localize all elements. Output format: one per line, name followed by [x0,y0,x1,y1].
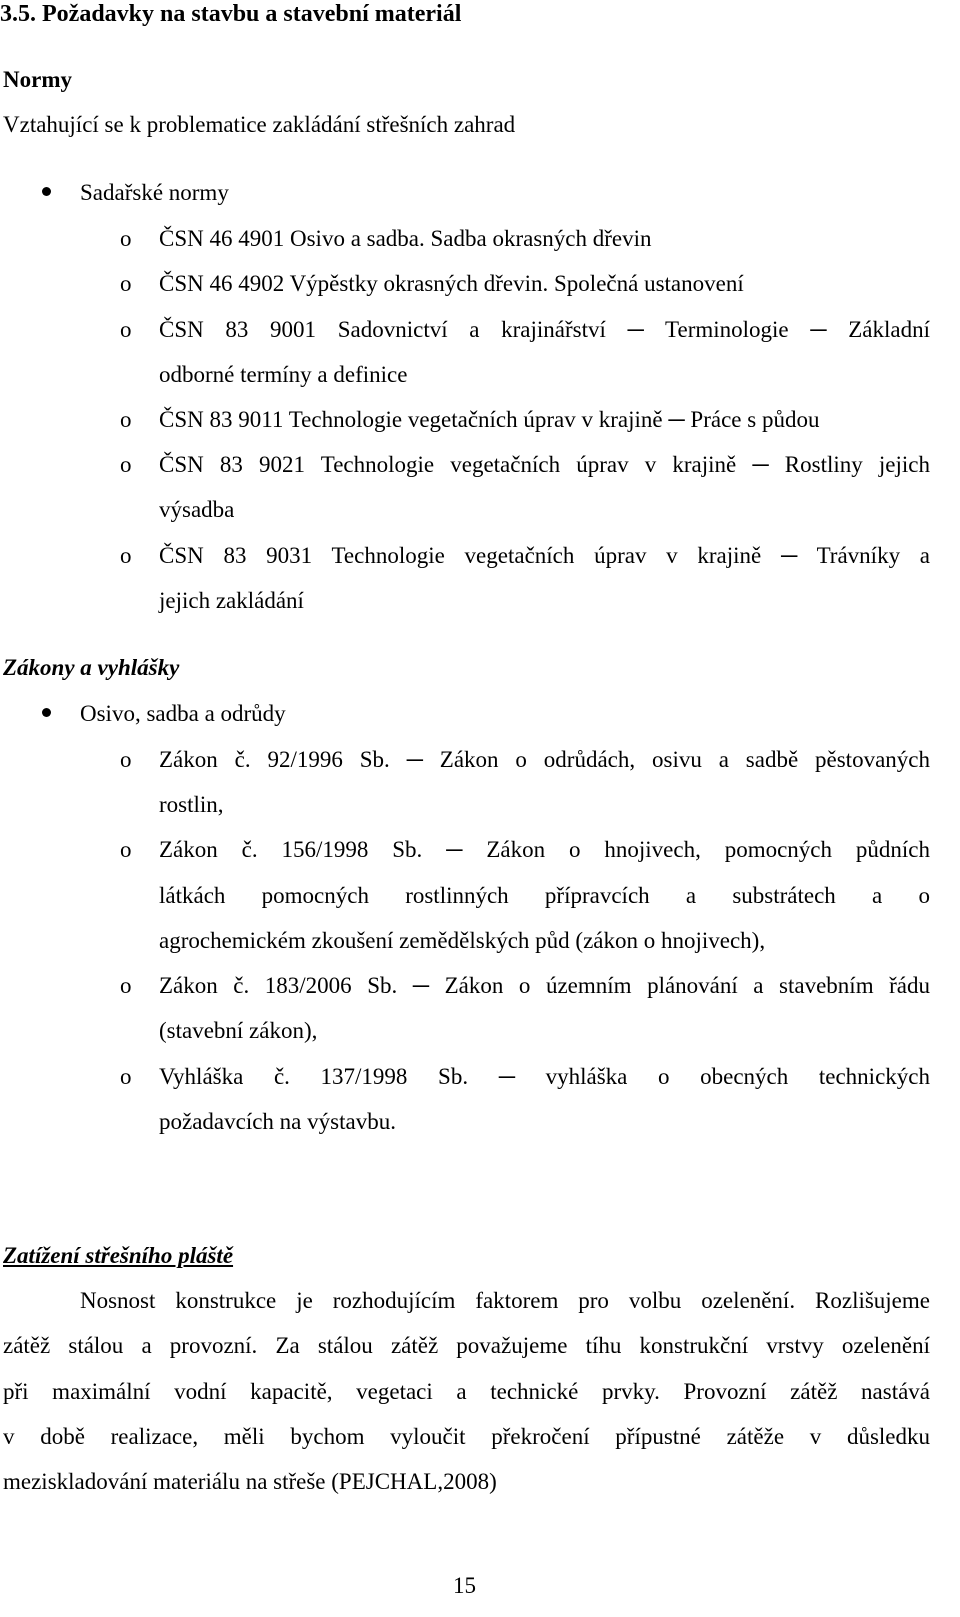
list-item-continuation: požadavcích na výstavbu. [159,1109,396,1134]
sub-bullet-icon: o [120,317,132,342]
list-item: ČSN 83 9031 Technologie vegetačních úprav v krajině ─ Trávníky a [159,543,930,568]
list-item: ČSN 46 4901 Osivo a sadba. Sadba okrasných dřevin [159,226,652,251]
list-item: Zákon č. 156/1998 Sb. ─ Zákon o hnojivech, pomocných půdních [159,837,930,862]
list-item: Zákon č. 183/2006 Sb. ─ Zákon o územním plánování a stavebním řádu [159,973,930,998]
zatizeni-heading: Zatížení střešního pláště [3,1243,234,1268]
zakony-bullet: Osivo, sadba a odrůdy [80,701,286,726]
page-number: 15 [453,1573,476,1598]
paragraph-line: zátěž stálou a provozní. Za stálou zátěž považujeme tíhu konstrukční vrstvy ozelenění [3,1333,930,1358]
paragraph-line: Nosnost konstrukce je rozhodujícím faktorem pro volbu ozelenění. Rozlišujeme [80,1288,930,1313]
normy-intro: Vztahující se k problematice zakládání střešních zahrad [3,112,516,137]
sub-bullet-icon: o [120,226,132,251]
list-item-continuation: jejich zakládání [159,588,304,613]
sub-bullet-icon: o [120,973,132,998]
list-item: ČSN 83 9011 Technologie vegetačních úprav v krajině ─ Práce s půdou [159,407,820,432]
list-item-continuation: látkách pomocných rostlinných přípravcích a substrátech a o [159,883,930,908]
sub-bullet-icon: o [120,747,132,772]
list-item: Zákon č. 92/1996 Sb. ─ Zákon o odrůdách, osivu a sadbě pěstovaných [159,747,930,772]
list-item-continuation: rostlin, [159,792,224,817]
normy-bullet: Sadařské normy [80,180,229,205]
list-item-continuation: výsadba [159,497,235,522]
list-item-continuation: odborné termíny a definice [159,362,408,387]
list-item: ČSN 83 9001 Sadovnictví a krajinářství ─ Terminologie ─ Základní [159,317,930,342]
sub-bullet-icon: o [120,271,132,296]
sub-bullet-icon: o [120,543,132,568]
sub-bullet-icon: o [120,407,132,432]
sub-bullet-icon: o [120,1064,132,1089]
paragraph-line: v době realizace, měli bychom vyloučit překročení přípustné zátěže v důsledku [3,1424,930,1449]
normy-heading: Normy [3,67,72,92]
list-item: ČSN 46 4902 Výpěstky okrasných dřevin. Společná ustanovení [159,271,744,296]
sub-bullet-icon: o [120,837,132,862]
sub-bullet-icon: o [120,452,132,477]
zakony-heading: Zákony a vyhlášky [3,655,180,680]
paragraph-line: meziskladování materiálu na střeše (PEJCHAL,2008) [3,1469,497,1494]
list-item-continuation: (stavební zákon), [159,1018,318,1043]
bullet-dot-icon [42,708,51,717]
paragraph-line: při maximální vodní kapacitě, vegetaci a technické prvky. Provozní zátěž nastává [3,1379,930,1404]
list-item-continuation: agrochemickém zkoušení zemědělských půd (zákon o hnojivech), [159,928,766,953]
list-item: Vyhláška č. 137/1998 Sb. ─ vyhláška o obecných technických [159,1064,930,1089]
section-heading: 3.5. Požadavky na stavbu a stavební materiál [0,1,462,27]
list-item: ČSN 83 9021 Technologie vegetačních úprav v krajině ─ Rostliny jejich [159,452,930,477]
bullet-dot-icon [42,187,51,196]
